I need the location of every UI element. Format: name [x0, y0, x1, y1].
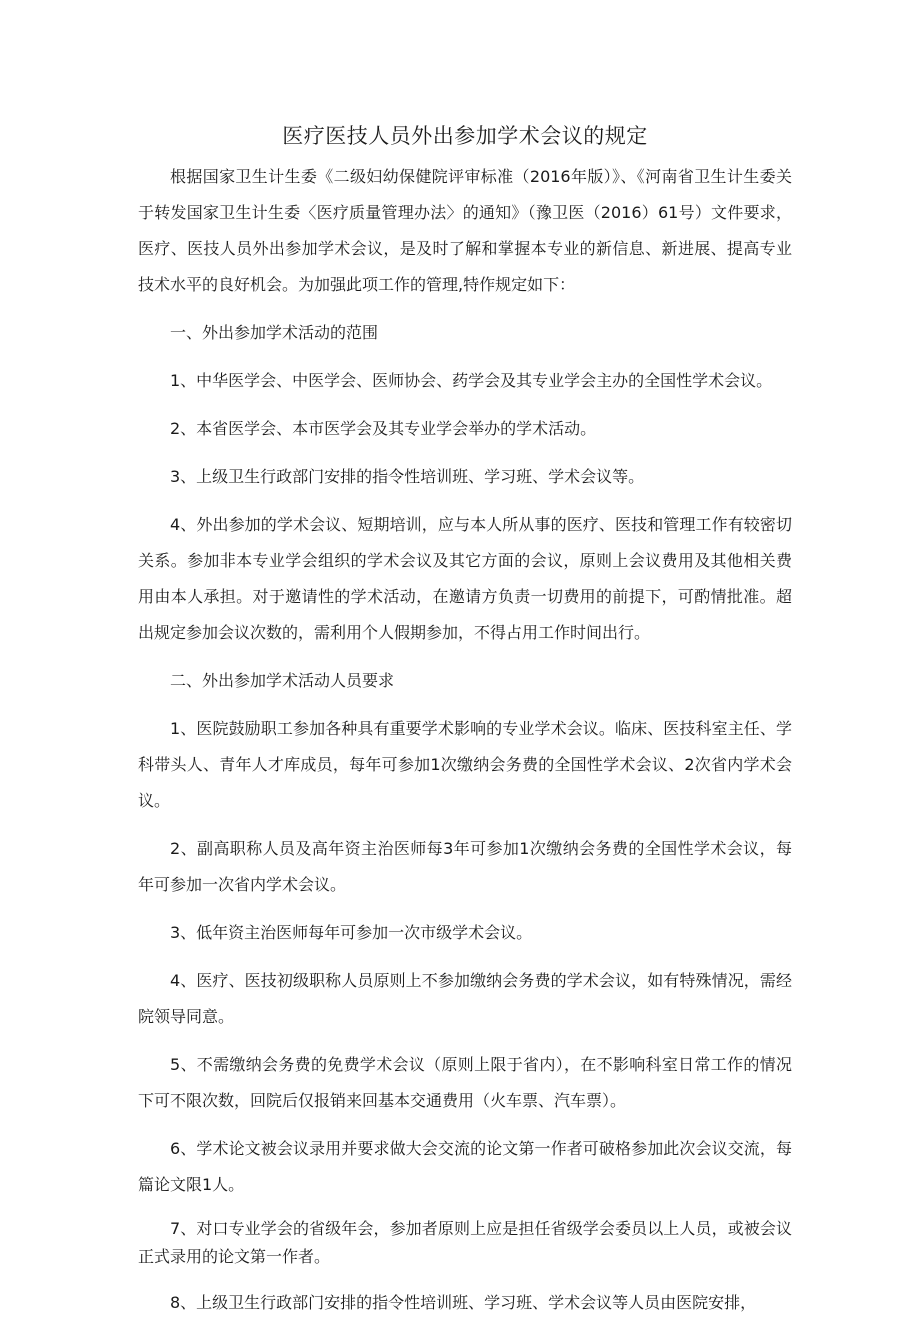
section-heading-requirements: 二、外出参加学术活动人员要求 [170, 671, 395, 690]
requirement-item-8: 8、上级卫生行政部门安排的指令性培训班、学习班、学术会议等人员由医院安排， [170, 1293, 757, 1312]
requirement-item-1: 1、医院鼓励职工参加各种具有重要学术影响的专业学术会议。临床、医技科室主任、学科带头人、青年人才库成员，每年可参加1次缴纳会务费的全国性学术会议、2次省内学术会议。 [138, 719, 792, 810]
requirement-item-3: 3、低年资主治医师每年可参加一次市级学术会议。 [170, 923, 533, 942]
requirement-item-4: 4、医疗、医技初级职称人员原则上不参加缴纳会务费的学术会议，如有特殊情况，需经院领导同意。 [138, 971, 792, 1026]
requirement-item-7: 7、对口专业学会的省级年会，参加者原则上应是担任省级学会委员以上人员，或被会议正式录用的论文第一作者。 [138, 1219, 792, 1266]
section-heading-scope: 一、外出参加学术活动的范围 [170, 323, 379, 342]
requirement-item-2: 2、副高职称人员及高年资主治医师每3年可参加1次缴纳会务费的全国性学术会议，每年可参加一次省内学术会议。 [138, 839, 792, 894]
intro-paragraph: 根据国家卫生计生委《二级妇幼保健院评审标准（2016年版）》、《河南省卫生计生委关于转发国家卫生计生委〈医疗质量管理办法〉的通知》（豫卫医（2016）61号）文件要求，医疗、医技人员外出参加学术会议，是及时了解和掌握本专业的新信息、新进展、提高专业技术水平的良好机会。为加强此项工作的管理,特作规定如下： [138, 167, 792, 294]
document-title: 医疗医技人员外出参加学术会议的规定 [282, 124, 648, 148]
document-body [138, 159, 792, 1333]
requirement-item-5: 5、不需缴纳会务费的免费学术会议（原则上限于省内），在不影响科室日常工作的情况下可不限次数，回院后仅报销来回基本交通费用（火车票、汽车票）。 [138, 1055, 792, 1110]
scope-item-2: 2、本省医学会、本市医学会及其专业学会举办的学术活动。 [170, 419, 597, 438]
scope-item-4: 4、外出参加的学术会议、短期培训，应与本人所从事的医疗、医技和管理工作有较密切关系。参加非本专业学会组织的学术会议及其它方面的会议，原则上会议费用及其他相关费用由本人承担。对于邀请性的学术活动，在邀请方负责一切费用的前提下，可酌情批准。超出规定参加会议次数的，需利用个人假期参加，不得占用工作时间出行。 [138, 515, 792, 642]
scope-item-3: 3、上级卫生行政部门安排的指令性培训班、学习班、学术会议等。 [170, 467, 645, 486]
scope-item-1: 1、中华医学会、中医学会、医师协会、药学会及其专业学会主办的全国性学术会议。 [170, 371, 773, 390]
requirement-item-6: 6、学术论文被会议录用并要求做大会交流的论文第一作者可破格参加此次会议交流，每篇论文限1人。 [138, 1139, 792, 1194]
